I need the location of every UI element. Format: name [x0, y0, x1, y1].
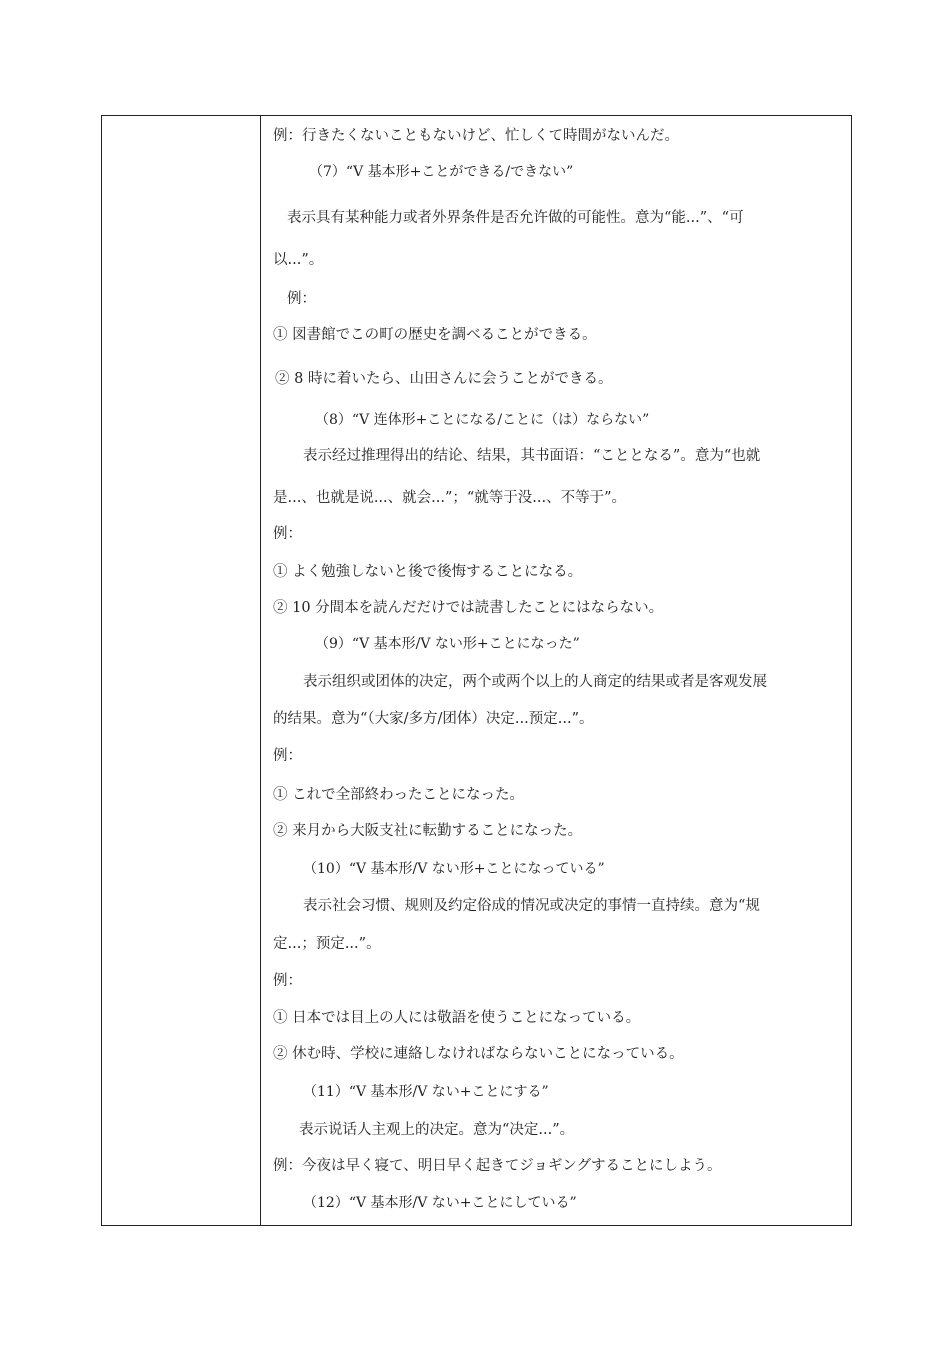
text-line: 表示组织或团体的决定，两个或两个以上的人商定的结果或者是客观发展: [303, 674, 767, 690]
example-item: ① よく勉強しないと後で後悔することになる。: [273, 564, 583, 580]
text-line: 以...”。: [273, 252, 324, 268]
text-line: 表示说话人主观上的决定。意为“决定...”。: [299, 1122, 575, 1138]
text-line: 表示社会习惯、规则及约定俗成的情况或决定的事情一直持续。意为“规: [303, 898, 760, 914]
grammar-heading: （7）“V 基本形+ことができる/できない”: [309, 164, 574, 180]
grammar-heading: （9）“V 基本形/V ない形+ことになった”: [315, 636, 580, 652]
grammar-heading: （10）“V 基本形/V ない形+ことになっている”: [303, 861, 605, 877]
grammar-heading: （11）“V 基本形/V ない+ことにする”: [303, 1084, 549, 1100]
grammar-heading: （8）“V 连体形+ことになる/ことに（は）ならない”: [315, 412, 650, 428]
text-line: 定...；预定...”。: [273, 936, 381, 952]
text-line: 例：今夜は早く寝て、明日早く起きてジョギングすることにしよう。: [273, 1158, 722, 1174]
example-item: ① 日本では目上の人には敬語を使うことになっている。: [273, 1010, 641, 1026]
example-item: ② 10 分間本を読んだだけでは読書したことにはならない。: [273, 600, 664, 616]
example-item: ② 来月から大阪支社に転勤することになった。: [273, 823, 583, 839]
example-item: ② 8 時に着いたら、山田さんに会うことができる。: [275, 371, 613, 387]
example-item: ① 図書館でこの町の歴史を調べることができる。: [273, 327, 597, 343]
table-left-column: [102, 116, 261, 1225]
example-label: 例：: [287, 291, 316, 307]
content-table: [101, 115, 852, 1226]
text-line: 表示具有某种能力或者外界条件是否允许做的可能性。意为“能...”、“可: [287, 210, 744, 226]
grammar-heading: （12）“V 基本形/V ない+ことにしている”: [303, 1195, 577, 1211]
text-line: 的结果。意为“（大家/多方/团体）决定...预定...”。: [273, 711, 594, 727]
example-label: 例：: [273, 748, 302, 764]
example-label: 例：: [273, 973, 302, 989]
text-line: 是...、也就是说...、就会...”；“就等于没...、不等于”。: [273, 490, 627, 506]
example-label: 例：: [273, 526, 302, 542]
table-right-column: [261, 116, 851, 1225]
text-line: 表示经过推理得出的结论、结果，其书面语：“こととなる”。意为“也就: [303, 448, 761, 464]
example-item: ① これで全部終わったことになった。: [273, 787, 524, 803]
text-line: 例：行きたくないこともないけど、忙しくて時間がないんだ。: [273, 128, 679, 144]
example-item: ② 休む時、学校に連絡しなければならないことになっている。: [273, 1046, 684, 1062]
